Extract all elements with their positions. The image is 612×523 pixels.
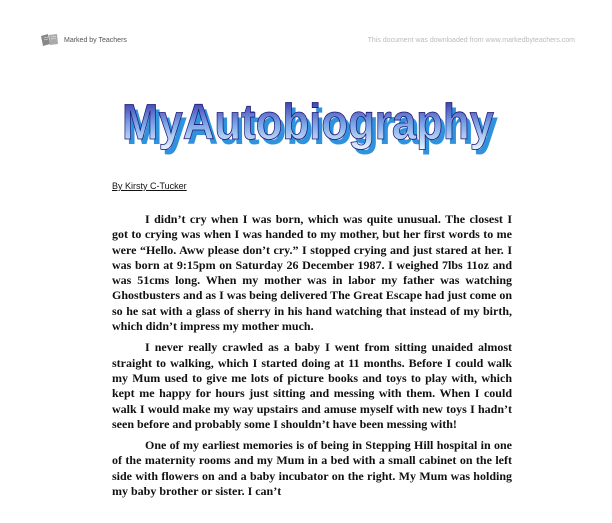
- logo-text: Marked by Teachers: [64, 36, 127, 44]
- pages-icon: [40, 33, 60, 47]
- download-note: This document was downloaded from www.markedbyteachers.com: [367, 37, 575, 44]
- paragraph-1: I didn’t cry when I was born, which was quite unusual. The closest I got to crying was when I was handed to my mother, but her first words to me were “Hello. Aww please don’t cry.” I stopped crying and just stared at her. I was born at 9:15pm on Saturday 26 December 1987. I weighed 7lbs 11oz and was 51cms long. When my mother was in labor my father was watching Ghostbusters and as I was being delivered The Great Escape had just come on so he sat with a glass of sherry in his hand watching that instead of my birth, which didn’t impress my mother much.: [112, 212, 512, 334]
- document-title-shadow: MyAutobiography: [126, 99, 499, 155]
- paragraph-2: I never really crawled as a baby I went from sitting unaided almost straight to walking, which I started doing at 11 months. Before I could walk my Mum used to give me lots of picture books and toys to play with, which kept me happy for hours just sitting and messing with them. When I could walk I would make my way upstairs and amuse myself with new toys I hadn’t seen before and probably some I shouldn’t have been messing with!: [112, 340, 512, 431]
- author-byline: By Kirsty C-Tucker: [112, 181, 187, 191]
- document-title-wordart: [118, 92, 500, 174]
- marked-by-teachers-logo: [40, 33, 127, 47]
- document-body: [112, 212, 512, 505]
- paragraph-3: One of my earliest memories is of being in Stepping Hill hospital in one of the maternity rooms and my Mum in a bed with a small cabinet on the left side with flowers on and a baby incubator on the right. My Mum was holding my baby brother or sister. I can’t: [112, 438, 512, 499]
- document-title: MyAutobiography: [122, 94, 495, 150]
